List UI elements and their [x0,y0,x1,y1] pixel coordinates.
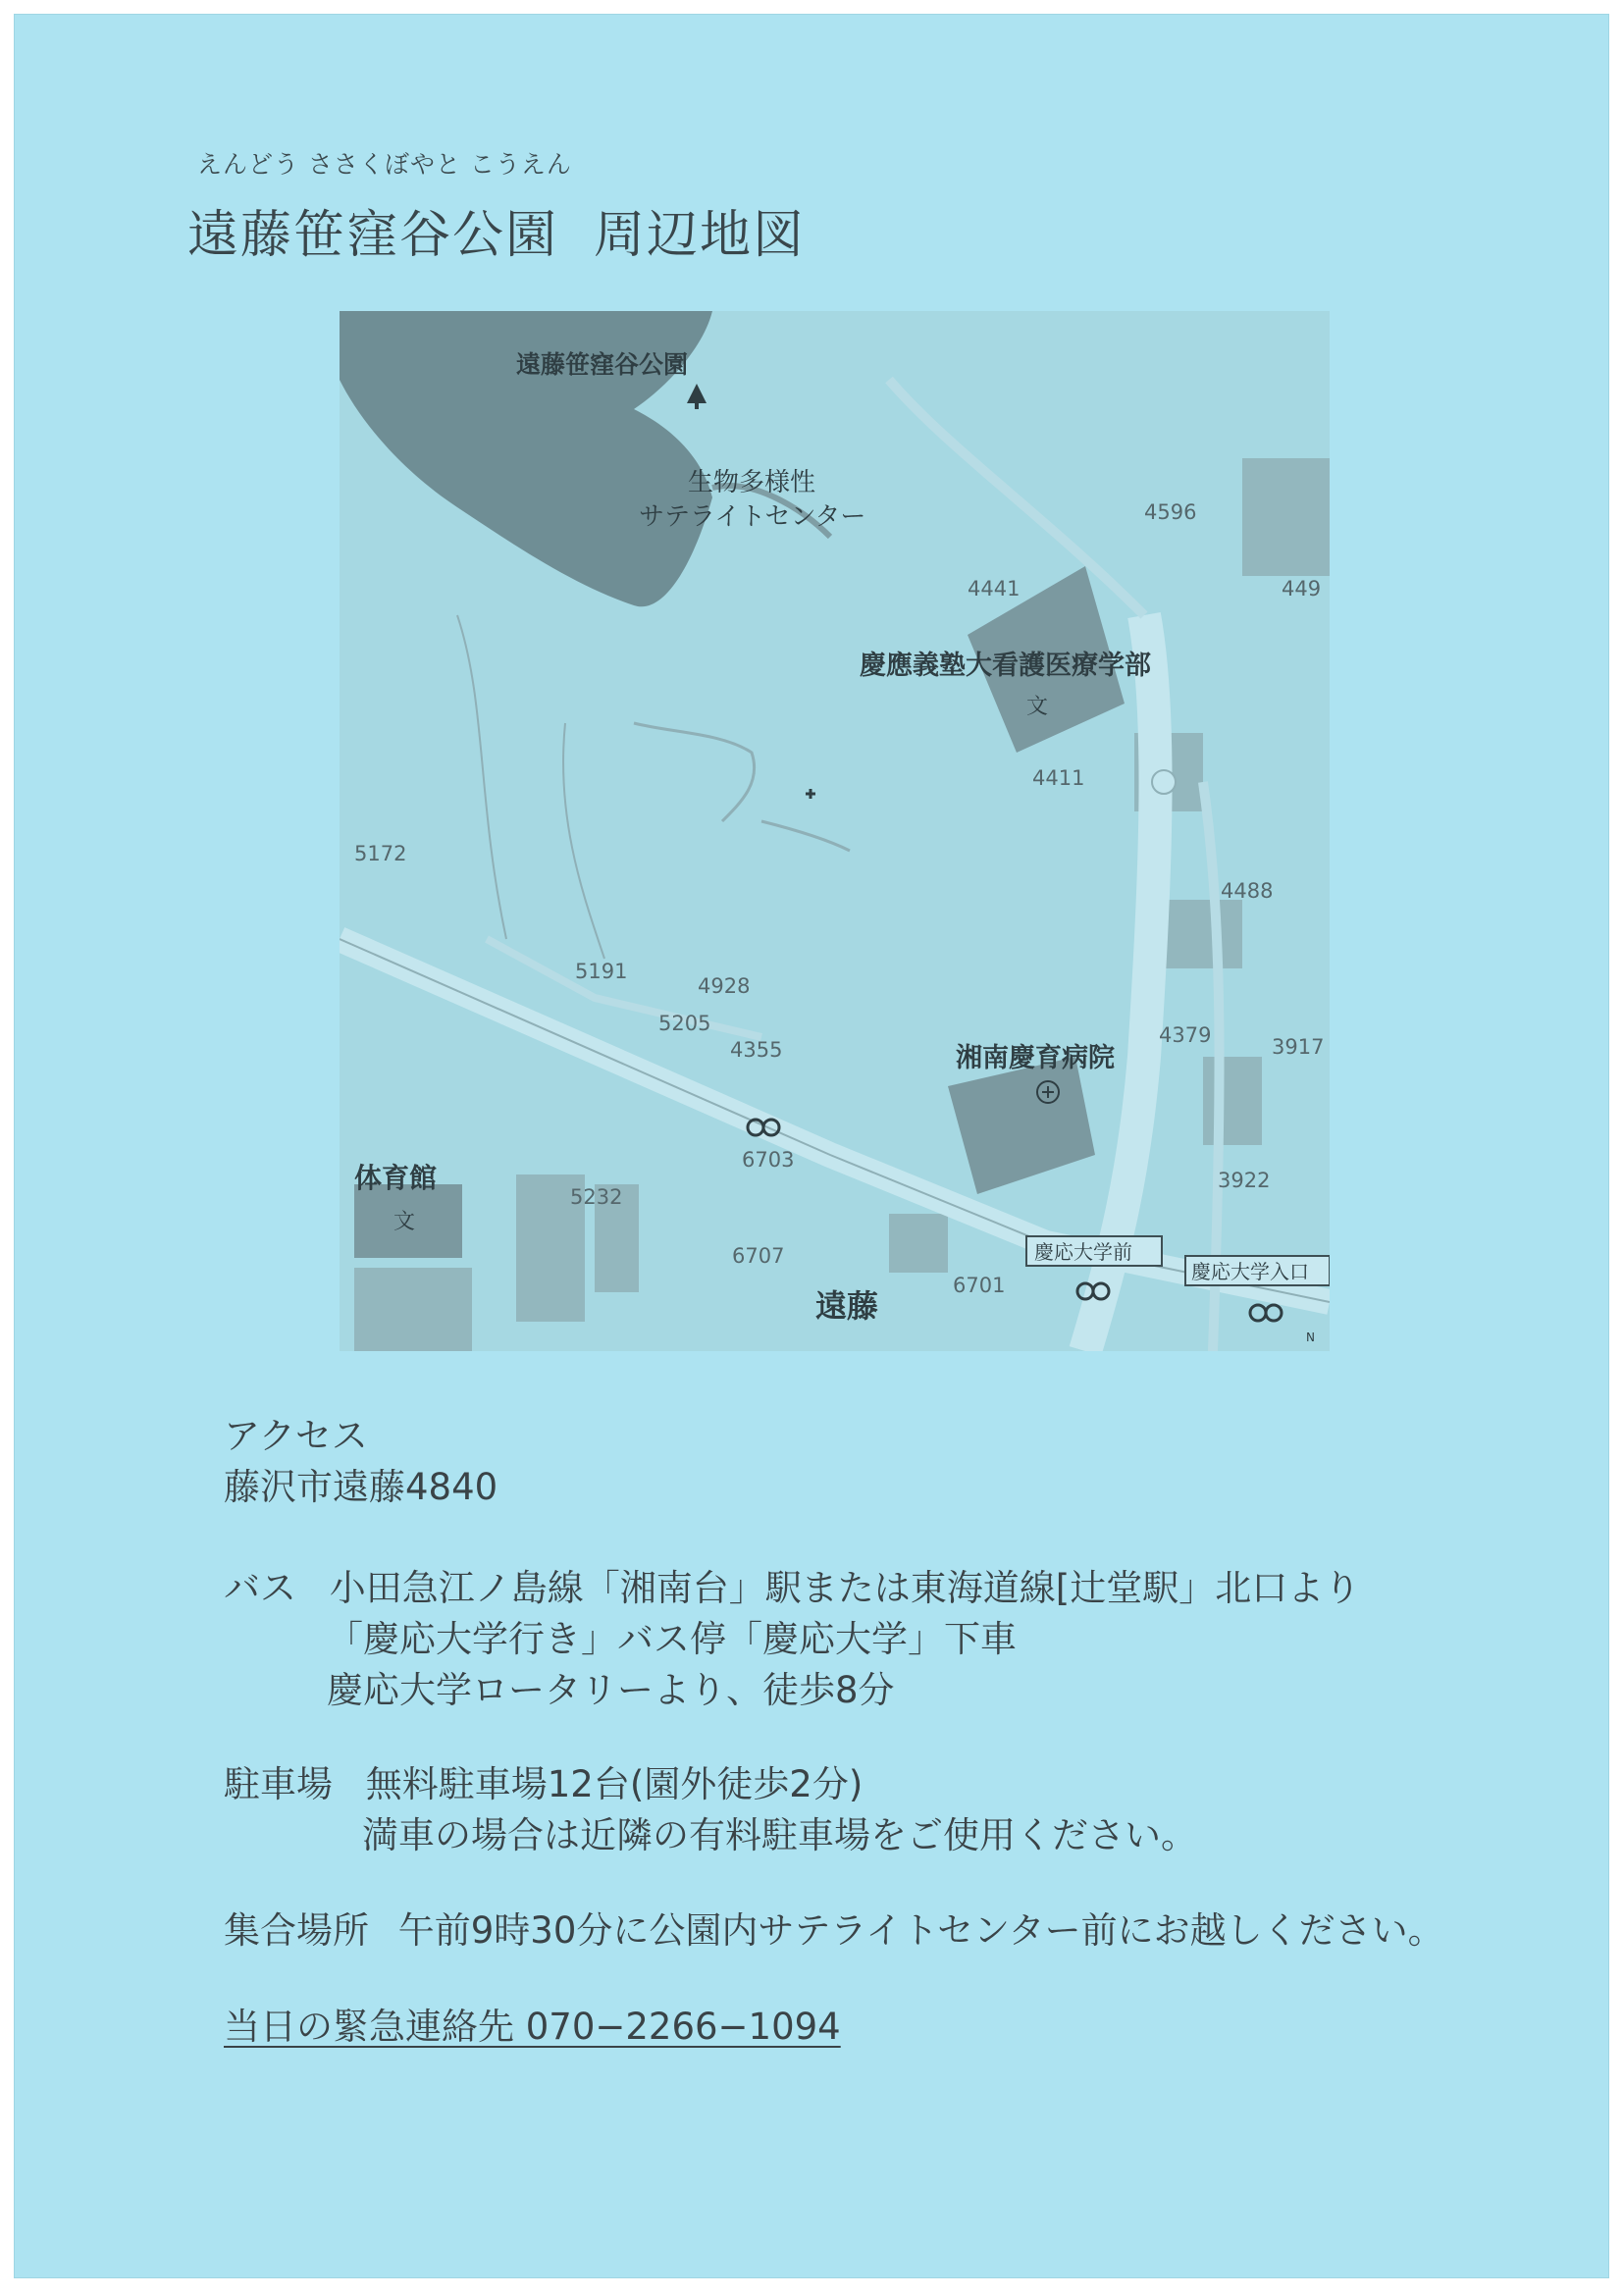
building-block [1203,1057,1262,1145]
park-name: 遠藤笹窪谷公園 [187,206,559,265]
page-title [187,193,806,267]
lot-number: 4488 [1221,879,1274,903]
meeting-text: 午前9時30分に公園内サテライトセンター前にお越しください。 [397,1909,1444,1952]
map-label-gym: 体育館 [354,1162,438,1194]
lot-number: 6701 [953,1274,1006,1297]
north-indicator: N [1306,1331,1315,1344]
flyer-sheet [14,14,1609,2278]
area-map [340,311,1330,1351]
parking-label: 駐車場 [224,1763,333,1805]
bus-label: バス [224,1567,296,1609]
meeting-info [224,1901,1444,1954]
park-marker-stem [695,403,699,409]
lot-number: 4411 [1032,766,1085,790]
road-turnaround [1152,770,1176,794]
map-label-bus-stop-2: 慶応大学入口 [1191,1260,1309,1283]
map-label-satellite-1: 生物多様性 [688,468,816,497]
address: 藤沢市遠藤4840 [224,1466,498,1508]
building-block [1164,900,1242,968]
lot-number: 4441 [968,577,1021,600]
access-heading: アクセス [224,1415,368,1457]
building-block [889,1214,948,1273]
bus-info-line2: 「慶応大学行き」バス停「慶応大学」下車 [327,1618,1017,1660]
map-label-park: 遠藤笹窪谷公園 [516,350,689,379]
lot-number: 4596 [1144,500,1197,524]
bus-info-line3: 慶応大学ロータリーより、徒歩8分 [327,1669,895,1711]
lot-number: 4355 [730,1038,783,1062]
building-block [1242,458,1330,576]
school-symbol: 文 [1026,695,1049,719]
meeting-label: 集合場所 [224,1909,369,1952]
map-subtitle: 周辺地図 [594,206,807,265]
building-block [354,1268,472,1351]
emergency-contact: 当日の緊急連絡先 070−2266−1094 [224,2006,841,2048]
bus-route-text: 小田急江ノ島線「湘南台」駅または東海道線[辻堂駅」北口より [329,1567,1361,1609]
map-label-nursing-school: 慶應義塾大看護医療学部 [860,651,1151,681]
parking-text: 無料駐車場12台(園外徒歩2分) [365,1763,864,1805]
lot-number: 4928 [698,974,751,998]
school-symbol: 文 [393,1210,416,1234]
lot-number: 6707 [732,1244,785,1268]
lot-number: 5205 [658,1012,711,1035]
lot-number: 449 [1282,577,1322,600]
lot-number: 3922 [1218,1169,1271,1192]
map-label-hospital: 湘南慶育病院 [956,1043,1115,1073]
title-furigana: えんどう ささくぼやと こうえん [197,150,572,179]
area-map-image [340,311,1330,1351]
parking-info-line2: 満車の場合は近隣の有料駐車場をご使用ください。 [362,1814,1197,1856]
bus-info-line1 [224,1558,1360,1611]
map-label-satellite-2: サテライトセンター [639,502,866,532]
lot-number: 4379 [1159,1023,1212,1047]
parking-info-line1 [224,1754,863,1807]
lot-number: 3917 [1272,1035,1325,1059]
map-label-district: 遠藤 [815,1287,879,1325]
map-label-bus-stop-1: 慶応大学前 [1034,1240,1132,1264]
lot-number: 6703 [742,1148,795,1172]
lot-number: 5172 [354,842,407,865]
lot-number: 5232 [570,1185,623,1209]
lot-number: 5191 [575,960,628,983]
